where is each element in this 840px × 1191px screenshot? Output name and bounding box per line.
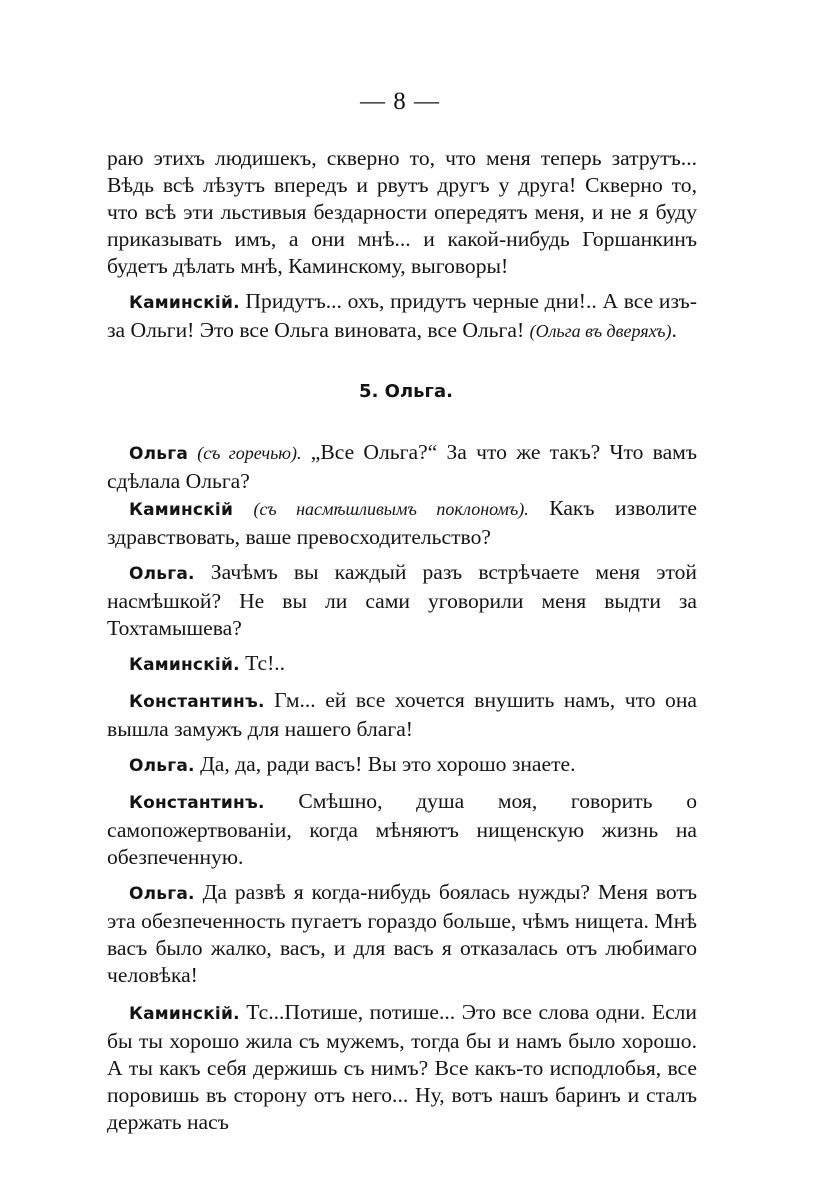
- replica-text: Да развѣ я когда-нибудь боялась нужды? Меня вотъ эта обезпеченность пугаетъ гораздо больше, чѣмъ нищета. Мнѣ васъ было жалко, васъ, и для васъ я отказалась отъ любимаго человѣка!: [107, 880, 698, 987]
- replica-tail: .: [671, 318, 677, 342]
- speaker-name: Ольга.: [129, 884, 195, 904]
- replica-kaminsky-1: [107, 288, 697, 345]
- speaker-name: Константинъ.: [129, 692, 265, 712]
- stage-direction: (съ горечью).: [197, 443, 302, 463]
- replica-text: Тс!..: [245, 651, 286, 675]
- continuation-paragraph: раю этихъ людишекъ, скверно то, что меня теперь затрутъ... Вѣдь всѣ лѣзутъ впередъ и рвутъ другъ у друга! Скверно то, что всѣ эти льстивыя бездарности опередятъ меня, и не я буду приказывать имъ, а они мнѣ... и какой-нибудь Горшанкинъ будетъ дѣлать мнѣ, Каминскому, выговоры!: [107, 146, 697, 278]
- replica-olga-3: [107, 751, 697, 780]
- page-text: [107, 145, 697, 1136]
- stage-direction: (съ насмѣшливымъ поклономъ).: [253, 499, 529, 519]
- speaker-name: Константинъ.: [129, 793, 265, 813]
- page-number: — 8 —: [360, 88, 440, 115]
- replica-text: Придутъ... охъ, придутъ черные дни!.. А все изъ-за Ольги! Это все Ольга виновата, все Ольга!: [107, 289, 697, 342]
- speaker-name: Ольга.: [129, 564, 195, 584]
- speaker-name: Ольга.: [129, 756, 195, 776]
- replica-konstantin-2: [107, 788, 697, 871]
- replica-text: Да, да, ради васъ! Вы это хорошо знаете.: [200, 752, 576, 776]
- replica-text: Какъ изволите здравствовать, ваше превосходительство?: [107, 496, 697, 549]
- replica-olga-2: [107, 559, 697, 642]
- replica-text: „Все Ольга?“ За что же такъ? Что вамъ сдѣлала Ольга?: [107, 440, 698, 493]
- speaker-name: Ольга: [129, 444, 189, 464]
- replica-text: Зачѣмъ вы каждый разъ встрѣчаете меня этой насмѣшкой? Не вы ли сами уговорили меня выдти за Тохтамышева?: [107, 560, 697, 640]
- replica-olga-4: [107, 879, 697, 989]
- replica-konstantin-1: [107, 687, 697, 743]
- replica-text: Смѣшно, душа моя, говорить о самопожертвованіи, когда мѣняютъ нищенскую жизнь на обезпеченную.: [107, 789, 697, 869]
- replica-text: Гм... ей все хочется внушить намъ, что она вышла замужъ для нашего блага!: [107, 688, 697, 741]
- speaker-name: Каминскій.: [129, 293, 240, 313]
- speaker-name: Каминскій: [129, 500, 234, 520]
- replica-kaminsky-3: [107, 650, 697, 679]
- scene-heading: 5. Ольга.: [359, 381, 453, 402]
- stage-direction: (Ольга въ дверяхъ): [529, 321, 672, 341]
- replica-text: Тс...Потише, потише... Это все слова одни. Если бы ты хорошо жила съ мужемъ, тогда бы и намъ было хорошо. А ты какъ себя держишь съ нимъ? Все какъ-то исподлобья, все поровишь въ сторону отъ него... Ну, вотъ нашъ баринъ и сталъ держать насъ: [107, 1000, 697, 1134]
- replica-olga-1: [107, 439, 697, 495]
- replica-kaminsky-2: [107, 495, 697, 551]
- speaker-name: Каминскій.: [129, 1004, 240, 1024]
- replica-kaminsky-4: [107, 999, 697, 1136]
- speaker-name: Каминскій.: [129, 655, 240, 675]
